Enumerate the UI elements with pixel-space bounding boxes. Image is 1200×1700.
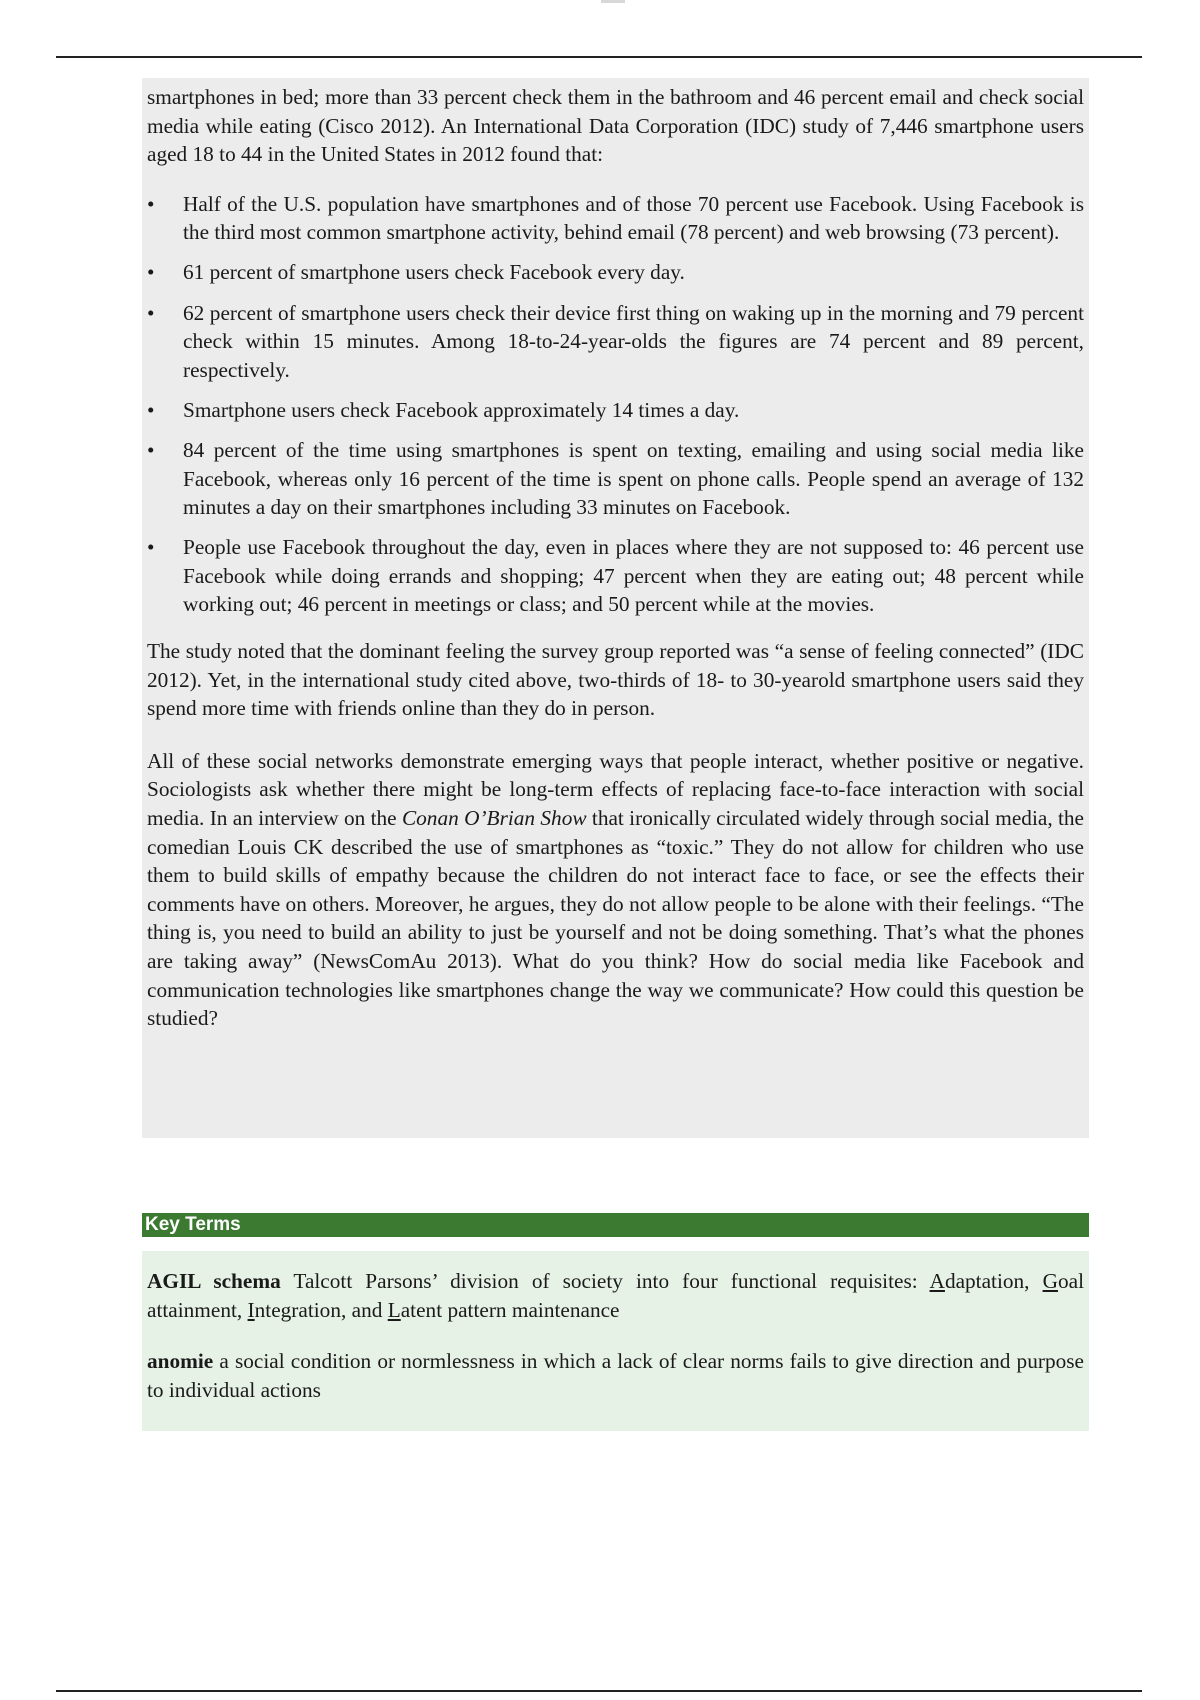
study-paragraph: The study noted that the dominant feeling the survey group reported was “a sense of feeling connected” (IDC 2012). Yet, in the international study cited above, two-thirds of 18- to 30-yearold smartphone users said they spend more time with friends online than they do in person. bbox=[147, 639, 1084, 721]
idc-findings-list bbox=[147, 190, 1084, 619]
agil-letter-g: G bbox=[1042, 1269, 1058, 1293]
page-top-mark bbox=[601, 0, 625, 3]
agil-word-a: daptation, bbox=[944, 1269, 1043, 1293]
term-agil bbox=[147, 1267, 1084, 1324]
list-item bbox=[147, 258, 1084, 287]
agil-letter-i: I bbox=[247, 1297, 255, 1322]
list-item-text: People use Facebook throughout the day, even in places where they are not supposed to: 46 percent use Facebook while doing errands and shopping; 47 percent when they are eating out; 48 percent while working out; 46 percent in meetings or class; and 50 percent while at the movies. bbox=[183, 535, 1084, 617]
bullet-icon: • bbox=[147, 535, 155, 560]
list-item bbox=[147, 396, 1084, 425]
list-item-text: 61 percent of smartphone users check Facebook every day. bbox=[183, 260, 685, 285]
list-item bbox=[147, 190, 1084, 247]
footer-rule bbox=[56, 1690, 1142, 1692]
show-title: Conan O’Brian Show bbox=[401, 805, 587, 830]
list-item bbox=[147, 299, 1084, 385]
list-item bbox=[147, 436, 1084, 522]
bullet-icon: • bbox=[147, 191, 155, 216]
bullet-icon: • bbox=[147, 397, 155, 422]
term-agil-def: Talcott Parsons’ division of society into four functional requisites: bbox=[280, 1269, 930, 1293]
agil-word-l: atent pattern maintenance bbox=[400, 1297, 620, 1322]
header-rule bbox=[56, 56, 1142, 58]
intro-paragraph: smartphones in bed; more than 33 percent check them in the bathroom and 46 percent email and check social media while eating (Cisco 2012). An International Data Corporation (IDC) study of 7,446 smartphone users aged 18 to 44 in the United States in 2012 found that: bbox=[147, 85, 1084, 167]
feature-box bbox=[142, 78, 1089, 1138]
term-agil-label: AGIL schema bbox=[147, 1269, 281, 1293]
term-anomie-label: anomie bbox=[147, 1349, 214, 1374]
list-item-text: 62 percent of smartphone users check their device first thing on waking up in the morning and 79 percent check within 15 minutes. Among 18-to-24-year-olds the figures are 74 percent and 89 percent, respectively. bbox=[183, 300, 1084, 382]
bullet-icon: • bbox=[147, 260, 155, 285]
bullet-icon: • bbox=[147, 300, 155, 325]
list-item-text: Half of the U.S. population have smartphones and of those 70 percent use Facebook. Using Facebook is the third most common smartphone activity, behind email (78 percent) and web browsing (73 percent). bbox=[183, 191, 1084, 245]
list-item-text: Smartphone users check Facebook approximately 14 times a day. bbox=[183, 397, 740, 422]
agil-word-i: ntegration, and bbox=[254, 1297, 388, 1322]
key-terms-heading: Key Terms bbox=[142, 1213, 1089, 1237]
key-terms-box bbox=[142, 1251, 1089, 1431]
networks-paragraph bbox=[147, 747, 1084, 1033]
term-anomie-def: a social condition or normlessness in which a lack of clear norms fails to give direction and purpose to individual actions bbox=[147, 1349, 1084, 1402]
term-anomie bbox=[147, 1347, 1084, 1404]
agil-letter-l: L bbox=[387, 1297, 401, 1322]
bullet-icon: • bbox=[147, 437, 155, 462]
agil-letter-a: A bbox=[929, 1269, 945, 1293]
networks-text-b: that ironically circulated widely through social media, the comedian Louis CK described the use of smartphones as “toxic.” They do not allow for children who use them to build skills of empathy because the children do not interact face to face, or see the effects their comments have on others. Moreover, he argues, they do not allow people to be alone with their feelings. “The thing is, you need to build an ability to just be yourself and not be doing something. That’s what the phones are taking away” (NewsComAu 2013). What do you think? How do social media like Facebook and communication technologies like smartphones change the way we communicate? How could this question be studied? bbox=[147, 805, 1084, 1031]
list-item bbox=[147, 533, 1084, 619]
agil-word-g: oal attainment, bbox=[147, 1269, 1084, 1322]
list-item-text: 84 percent of the time using smartphones is spent on texting, emailing and using social media like Facebook, whereas only 16 percent of the time is spent on phone calls. People spend an average of 132 minutes a day on their smartphones including 33 minutes on Facebook. bbox=[183, 437, 1084, 520]
networks-text-a: All of these social networks demonstrate emerging ways that people interact, whether positive or negative. Sociologists ask whether there might be long-term effects of replacing face-to-face interaction with social media. In an interview on the bbox=[147, 748, 1084, 830]
